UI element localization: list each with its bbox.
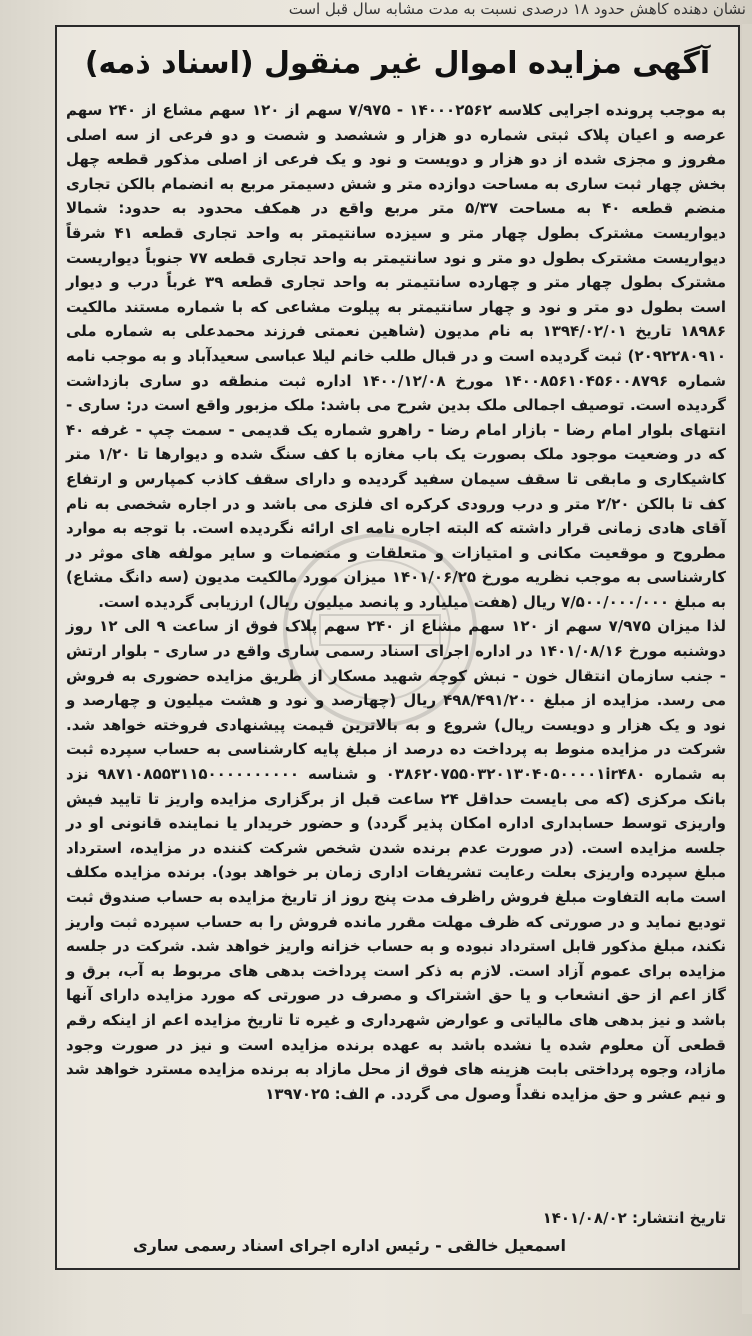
property-description-paragraph: به موجب پرونده اجرایی کلاسه ۱۴۰۰۰۲۵۶۲ - ۷/۹۷۵ سهم از ۱۲۰ سهم مشاع از ۲۴۰ سهم عرصه و اعیان پلاک ثبتی شماره دو هزار و ششصد و شصت و دو فرعی از سه اصلی مفروز و مجزی شده از دو هزار و دویست و نود و یک فرعی از اصلی مذکور قطعه چهل بخش چهار ثبت ساری به مساحت دوازده متر و شش دسیمتر مربع به انضمام بالکن تجاری منضم قطعه ۴۰ به مساحت ۵/۳۷ متر مربع واقع در همکف محدود به حدود: شمالا دیواریست مشترک بطول چهار متر و سیزده سانتیمتر به واحد تجاری قطعه ۴۱ شرقاً دیواریست مشترک بطول دو متر و نود سانتیمتر به واحد تجاری قطعه ۷۷ جنوباً دیواریست مشترک بطول چهار متر و چهارده سانتیمتر به واحد تجاری قطعه ۳۹ غرباً درب و دیوار است بطول دو متر و نود و چهار سانتیمتر به پیلوت مشاعی که با شماره مستند مالکیت ۱۸۹۸۶ تاریخ ۱۳۹۴/۰۲/۰۱ به نام مدیون (شاهین نعمتی فرزند محمدعلی به شماره ملی ۲۰۹۲۲۸۰۹۱۰) ثبت گردیده است و در قبال طلب خانم لیلا عباسی سعیدآباد و به موجب نامه شماره ۱۴۰۰۸۵۶۱۰۴۵۶۰۰۸۷۹۶ مورخ ۱۴۰۰/۱۲/۰۸ اداره ثبت منطقه دو ساری بازداشت گردیده است. توصیف اجمالی ملک بدین شرح می باشد: ملک مزبور واقع است در: ساری - انتهای بلوار امام رضا - بازار امام رضا - راهرو شماره یک قدیمی - سمت چپ - غرفه ۴۰ که در وضعیت موجود ملک بصورت یک باب مغازه با کف سنگ شده و دیوارها تا ۱/۲۰ متر کاشیکاری و مابقی تا سقف سیمان سفید گردیده و دارای سقف کاذب کمپارس و ارتفاع کف تا بالکن ۲/۲۰ متر و درب ورودی کرکره ای فلزی می باشد و در اجاره شخصی به نام آقای هادی زمانی قرار داشته که البته اجاره نامه ای ارائه نگردیده است. با توجه به موارد مطروح و موقعیت مکانی و امتیازات و متعلقات و منضمات و سایر مولفه های موثر در کارشناسی به موجب نظریه مورخ ۱۴۰۱/۰۶/۲۵ میزان مورد مالکیت مدیون (سه دانگ مشاع) به مبلغ ۷/۵۰۰/۰۰۰/۰۰۰ ریال (هفت میلیارد و پانصد میلیون ریال) ارزیابی گردیده است.	[66, 101, 727, 611]
previous-article-fragment: نشان دهنده کاهش حدود ۱۸ درصدی نسبت به مدت مشابه سال قبل است	[288, 0, 746, 18]
adjacent-column-edge	[742, 24, 752, 1314]
notice-title: آگهی مزایده اموال غیر منقول (اسناد ذمه)	[84, 46, 711, 81]
auction-terms-paragraph: لذا میزان ۷/۹۷۵ سهم از ۱۲۰ سهم مشاع از ۲۴۰ سهم پلاک فوق از ساعت ۹ الی ۱۲ روز دوشنبه مورخ ۱۴۰۱/۰۸/۱۶ در اداره اجرای اسناد رسمی ساری واقع در ساری - بلوار ارتش - جنب سازمان انتقال خون - نبش کوچه شهید مسکار از طریق مزایده حضوری به فروش می رسد. مزایده از مبلغ ۴۹۸/۴۹۱/۲۰۰ ریال (چهارصد و نود و هشت میلیون و چهارصد و نود و یک هزار و دویست ریال) شروع و به بالاترین قیمت پیشنهادی فروخته خواهد شد. شرکت در مزایده منوط به پرداخت ده درصد از مبلغ پایه کارشناسی به حساب سپرده ثبت به شماره ۰۳۸۶۲۰۷۵۵۰۳۲۰۱۳۰۴۰۵۰۰۰۰۱ir۴۸۰ و شناسه ۹۸۷۱۰۸۵۵۳۱۱۵۰۰۰۰۰۰۰۰۰۰ نزد بانک مرکزی (که می بایست حداقل ۲۴ ساعت قبل از برگزاری مزایده واریز تا تایید فیش واریزی توسط حسابداری اداره امکان پذیر گردد) و حضور خریدار یا نماینده قانونی او در جلسه مزایده است. (در صورت عدم برنده شدن شخص شرکت کننده در مزایده، استرداد مبلغ سپرده واریزی بعلت رعایت تشریفات اداری زمان بر خواهد بود). برنده مزایده مکلف است مابه التفاوت مبلغ فروش راظرف مدت پنج روز از تاریخ مزایده به حساب صندوق ثبت تودیع نماید و در صورتی که ظرف مهلت مقرر مانده فروش را به حساب سپرده ثبت واریز نکند، مبلغ مذکور قابل استرداد نبوده و به حساب خزانه واریز خواهد شد. شرکت در جلسه مزایده برای عموم آزاد است. لازم به ذکر است پرداخت بدهی های مربوط به آب، برق و گاز اعم از حق انشعاب و یا حق اشتراک و مصرف در صورتی که مورد مزایده دارای آنها باشد و نیز بدهی های مالیاتی و عوارض شهرداری و غیره تا تاریخ مزایده اعم از اینکه رقم قطعی آن معلوم شده یا نشده باشد به عهده برنده مزایده است و نیز در صورت وجود مازاد، وجوه پرداختی بابت هزینه های فوق از محل مازاد به برنده مزایده مسترد خواهد شد و نیم عشر و حق مزایده نقداً وصول می گردد. م الف: ۱۳۹۷۰۲۵	[66, 617, 727, 1103]
publish-date: تاریخ انتشار: ۱۴۰۱/۰۸/۰۲	[542, 1209, 726, 1227]
signature-line: اسمعیل خالقی - رئیس اداره اجرای اسناد رسمی ساری	[132, 1236, 566, 1255]
notice-body	[66, 98, 726, 1106]
